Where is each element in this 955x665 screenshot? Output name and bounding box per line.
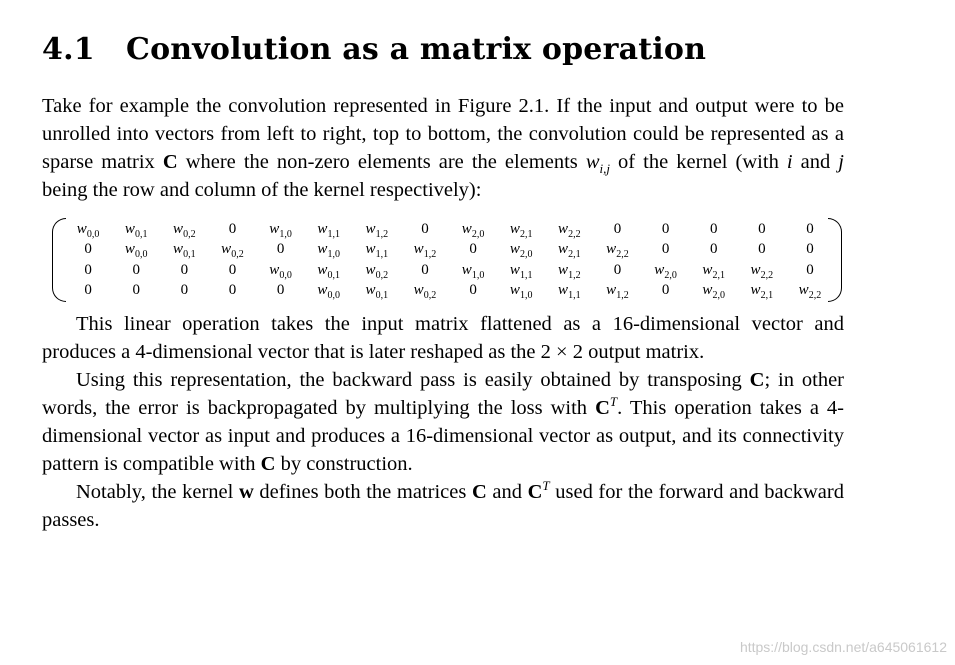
matrix-cell: 0 [228,282,237,299]
matrix-cell-symbol: w [606,282,617,299]
matrix-cell-symbol: w [461,220,472,237]
matrix-cell-subscript: 0,0 [279,269,292,281]
matrix-cell [353,219,401,240]
matrix-cell-subscript: 0,0 [86,228,100,240]
p1-text-2: where the non-zero elements are the elements [177,151,586,173]
matrix-cell-subscript: 2,0 [519,249,533,261]
p4-text-3: and [486,481,528,503]
matrix-cell: 0 [613,220,622,237]
matrix-cell [353,260,401,281]
matrix-cell: 0 [806,220,814,237]
matrix-cell: 0 [180,282,189,299]
matrix-cell-subscript: 1,0 [519,290,533,302]
matrix-cell-symbol: w [509,220,520,237]
matrix-cell-symbol: w [413,282,424,299]
matrix-cell-symbol: w [317,261,328,278]
matrix-cell [593,281,641,302]
matrix-cell-symbol: w [269,261,280,278]
matrix-cell [545,260,593,281]
paper-page [42,30,844,534]
matrix-cell-subscript: 0,2 [231,249,244,261]
p4-text-2: defines both the matrices [253,481,472,503]
matrix-cell-symbol: w [365,241,376,258]
matrix-cell [305,260,353,281]
matrix-row [64,260,834,281]
matrix-cell-subscript: 2,2 [808,290,822,302]
paragraph-3 [42,366,844,478]
matrix-cell: 0 [661,282,670,299]
matrix-cell [257,219,305,240]
matrix-cell-symbol: w [124,241,135,258]
matrix-cell-symbol: w [317,220,328,237]
section-title: Convolution as a matrix operation [126,32,707,67]
matrix-row [64,219,834,240]
matrix-cell-subscript: 0,2 [423,290,437,302]
p3-text-3: . This operation takes a 4-dimensional vector as input and produces a 16-dimensional vector as output, and its connectivity pattern is compatible with [42,397,844,475]
matrix-cell [449,219,497,240]
matrix-cell-subscript: 1,1 [568,290,581,302]
matrix-cell: 0 [661,241,670,258]
matrix-row [64,281,834,302]
section-number: 4.1 [42,32,95,67]
matrix-cell [738,281,786,302]
matrix-cell: 0 [709,241,718,258]
p1-text-4: and [792,151,839,173]
matrix-cell [353,281,401,302]
p4-text-4: used for the forward and backward passes. [42,481,844,531]
matrix-cell-symbol: w [654,261,665,278]
matrix-cell-symbol: w [173,220,184,237]
matrix-symbol-CT: C [595,397,610,419]
matrix-cell [690,260,738,281]
kernel-symbol-w: w [238,481,254,503]
matrix-cell [497,219,545,240]
matrix-cell-symbol: w [558,261,569,278]
matrix-cell [738,260,786,281]
watermark: https://blog.csdn.net/a645061612 [739,639,947,655]
p4-text-1: Notably, the kernel [76,481,239,503]
matrix-cell-subscript: 1,2 [375,228,389,240]
matrix-cell: 0 [180,261,189,278]
matrix-cell: 0 [132,261,140,278]
matrix-symbol-C: C [260,453,276,475]
matrix-cell [160,219,208,240]
paragraph-2: This linear operation takes the input matrix flattened as a 16-dimensional vector and produces a 4-dimensional vector that is later reshaped as the 2 × 2 output matrix. [42,313,844,363]
matrix-cell-subscript: 2,0 [712,290,725,302]
matrix-cell-subscript: 0,2 [183,228,196,240]
matrix-cell-subscript: 2,1 [760,290,774,302]
matrix-cell [690,281,738,302]
matrix-symbol-C: C [749,369,765,391]
section-heading [42,30,844,70]
p3-text-4: by construction. [275,453,413,475]
matrix-cell [642,260,690,281]
matrix-cell: 0 [758,220,766,237]
matrix-cell [449,260,497,281]
matrix-cell-symbol: w [365,282,376,299]
matrix-cell-symbol: w [558,282,569,299]
matrix-cell-subscript: 2,1 [712,269,725,281]
matrix-cell-subscript: 1,2 [616,290,629,302]
matrix-cell [401,240,449,261]
matrix-cell-subscript: 0,1 [327,269,340,281]
matrix-cell [257,260,305,281]
matrix-cell-symbol: w [509,282,520,299]
matrix-cell-symbol: w [365,220,376,237]
matrix-cell [401,281,449,302]
matrix-cell [593,240,641,261]
matrix-cell-subscript: 1,1 [327,228,340,240]
matrix-cell-symbol: w [269,220,280,237]
matrix-cell: 0 [84,282,92,299]
matrix-cell: 0 [758,241,766,258]
matrix-cell-symbol: w [461,261,472,278]
right-parenthesis [828,218,842,302]
matrix-cell-symbol: w [124,220,135,237]
matrix-cell-symbol: w [702,282,713,299]
matrix-cell-subscript: 0,1 [375,290,389,302]
matrix-cell [305,240,353,261]
matrix-cell [545,281,593,302]
matrix-cell-symbol: w [702,261,713,278]
matrix-row [64,240,834,261]
kernel-element-subscript: i,j [599,161,610,177]
matrix-cell-subscript: 2,1 [568,249,581,261]
matrix-cell [786,281,834,302]
matrix-cell-subscript: 1,2 [568,269,581,281]
matrix-cell: 0 [228,220,237,237]
matrix-cell [497,281,545,302]
index-j: j [838,151,844,173]
matrix-cell-subscript: 1,0 [327,249,340,261]
matrix-cell-symbol: w [509,241,520,258]
matrix-cell: 0 [421,220,429,237]
matrix-cell-subscript: 2,0 [471,228,485,240]
matrix-cell: 0 [84,261,92,278]
matrix-cell-subscript: 2,2 [616,249,629,261]
matrix-cell-subscript: 0,1 [134,228,148,240]
matrix-cell [305,281,353,302]
p3-text-2: ; in other words, the error is backpropagated by multiplying the loss with [42,369,844,419]
matrix-cell-symbol: w [558,220,569,237]
matrix-cell-symbol: w [413,241,424,258]
matrix-symbol-CT: C [527,481,543,503]
matrix-cell: 0 [709,220,718,237]
matrix-cell-symbol: w [317,241,328,258]
matrix-cell-subscript: 2,2 [568,228,581,240]
matrix-cell-subscript: 2,0 [664,269,677,281]
matrix-cell-symbol: w [750,261,761,278]
p1-text-3: of the kernel (with [610,151,787,173]
matrix-cell-subscript: 0,1 [183,249,196,261]
matrix-cell: 0 [84,241,92,258]
matrix-cell: 0 [421,261,429,278]
matrix-cell-symbol: w [76,220,87,237]
matrix-cell [545,219,593,240]
matrix-cell [160,240,208,261]
matrix-cell: 0 [469,282,477,299]
kernel-element-w: w [585,151,600,173]
paragraph-1 [42,92,844,204]
matrix-symbol-C: C [471,481,487,503]
matrix-cell-symbol: w [221,241,232,258]
matrix-cell-subscript: 0,0 [134,249,148,261]
p3-text-1: Using this representation, the backward pass is easily obtained by transposing [76,369,750,391]
matrix-cell [112,240,160,261]
paragraph-4 [42,478,844,534]
matrix-cell-symbol: w [365,261,376,278]
p1-text-1: Take for example the convolution represented in Figure 2.1. If the input and output were to be unrolled into vectors from left to right, top to bottom, the convolution could be represented as a sparse matrix [42,95,844,173]
matrix-cell: 0 [613,261,622,278]
matrix-cell: 0 [469,241,477,258]
matrix-cell [497,260,545,281]
sparse-matrix-C [52,218,842,302]
matrix-cell-symbol: w [173,241,184,258]
matrix-cell: 0 [228,261,237,278]
matrix-cell [545,240,593,261]
matrix-cell: 0 [132,282,140,299]
matrix-cell [64,219,112,240]
matrix-cell-subscript: 1,2 [423,249,437,261]
matrix-cell-symbol: w [509,261,520,278]
matrix-cell-subscript: 0,0 [327,290,340,302]
matrix-table [64,219,834,301]
matrix-cell-symbol: w [798,282,809,299]
matrix-cell [305,219,353,240]
matrix-cell: 0 [276,241,285,258]
matrix-cell-subscript: 0,2 [375,269,389,281]
matrix-cell: 0 [806,241,814,258]
matrix-cell: 0 [276,282,285,299]
matrix-cell [497,240,545,261]
matrix-cell-subscript: 1,1 [375,249,389,261]
p1-text-5: being the row and column of the kernel respectively): [42,179,482,201]
transpose-superscript: T [542,478,550,494]
matrix-cell-subscript: 1,1 [519,269,533,281]
matrix-cell-subscript: 2,1 [519,228,533,240]
index-i: i [786,151,793,173]
matrix-cell-subscript: 2,2 [760,269,774,281]
matrix-cell [208,240,256,261]
matrix-cell-symbol: w [558,241,569,258]
matrix-cell [112,219,160,240]
matrix-cell-subscript: 1,0 [471,269,485,281]
matrix-cell-symbol: w [750,282,761,299]
matrix-cell-subscript: 1,0 [279,228,292,240]
matrix-cell: 0 [661,220,670,237]
matrix-cell-symbol: w [606,241,617,258]
matrix-cell: 0 [806,261,814,278]
matrix-symbol-C: C [162,151,178,173]
matrix-cell-symbol: w [317,282,328,299]
transpose-superscript: T [609,394,618,410]
matrix-cell [353,240,401,261]
